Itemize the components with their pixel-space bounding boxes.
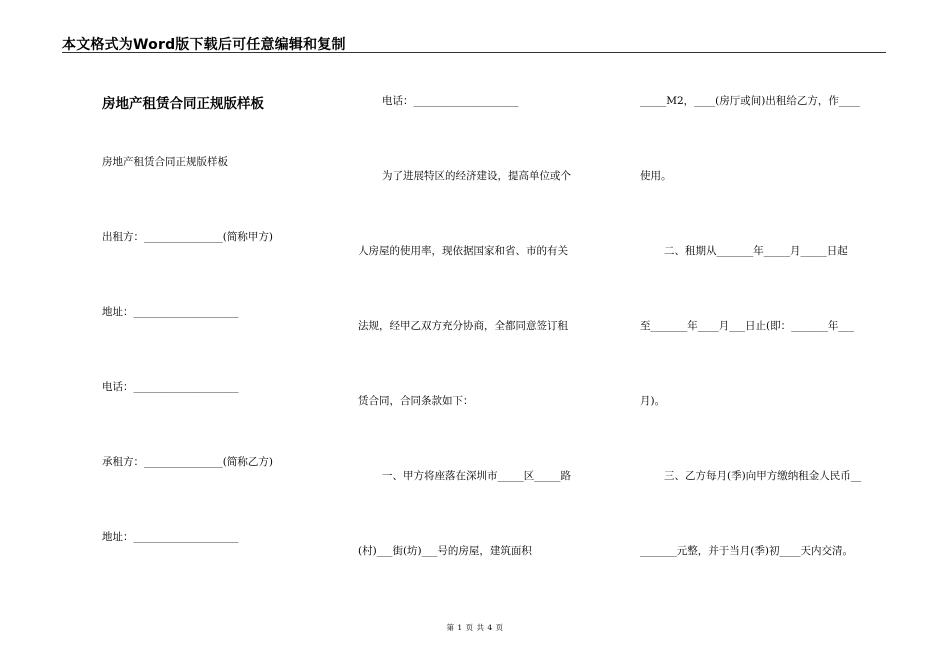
- col3-line-clause3-1: 三、乙方每月(季)向甲方缴纳租金人民币__: [664, 470, 862, 482]
- col3-line-clause2-1: 二、租期从_______年_____月_____日起: [664, 245, 848, 257]
- col2-line-preamble-4: 赁合同，合同条款如下：: [358, 395, 474, 407]
- header-divider: [62, 52, 886, 53]
- col2-line-preamble-2: 人房屋的使用率，现依据国家和省、市的有关: [358, 245, 568, 257]
- page-number: 第 1 页 共 4 页: [446, 623, 504, 632]
- col3-line-clause3-2: _______元整，并于当月(季)初____天内交清。: [640, 545, 853, 557]
- col3-line-clause1-4: 使用。: [640, 170, 672, 182]
- col1-line-lessee-address: 地址：____________________: [102, 531, 239, 543]
- col2-line-preamble-3: 法规，经甲乙双方充分协商，全都同意签订租: [358, 320, 568, 332]
- col2-line-clause1-2: (村)___街(坊)___号的房屋，建筑面积: [358, 545, 532, 557]
- col1-line-lessor-address: 地址：____________________: [102, 306, 239, 318]
- col2-line-preamble-1: 为了进展特区的经济建设，提高单位或个: [382, 170, 571, 182]
- col3-line-clause2-3: 月)。: [640, 395, 666, 407]
- document-banner: 本文格式为Word版下载后可任意编辑和复制: [62, 37, 346, 53]
- col1-line-lessee: 承租方：_______________(简称乙方): [102, 456, 273, 468]
- col2-line-clause1-1: 一、甲方将座落在深圳市_____区_____路: [382, 470, 571, 482]
- col1-line-lessor: 出租方：_______________(简称甲方): [102, 231, 273, 243]
- col1-line-lessor-phone: 电话：____________________: [102, 381, 239, 393]
- document-title: 房地产租赁合同正规版样板: [102, 96, 264, 112]
- col1-line-subtitle: 房地产租赁合同正规版样板: [102, 156, 228, 168]
- col3-line-clause2-2: 至_______年____月___日止(即：_______年___: [640, 320, 855, 332]
- col2-line-lessee-phone: 电话：____________________: [382, 95, 519, 107]
- col3-line-clause1-3: _____M2，____(房厅或间)出租给乙方，作____: [640, 95, 860, 107]
